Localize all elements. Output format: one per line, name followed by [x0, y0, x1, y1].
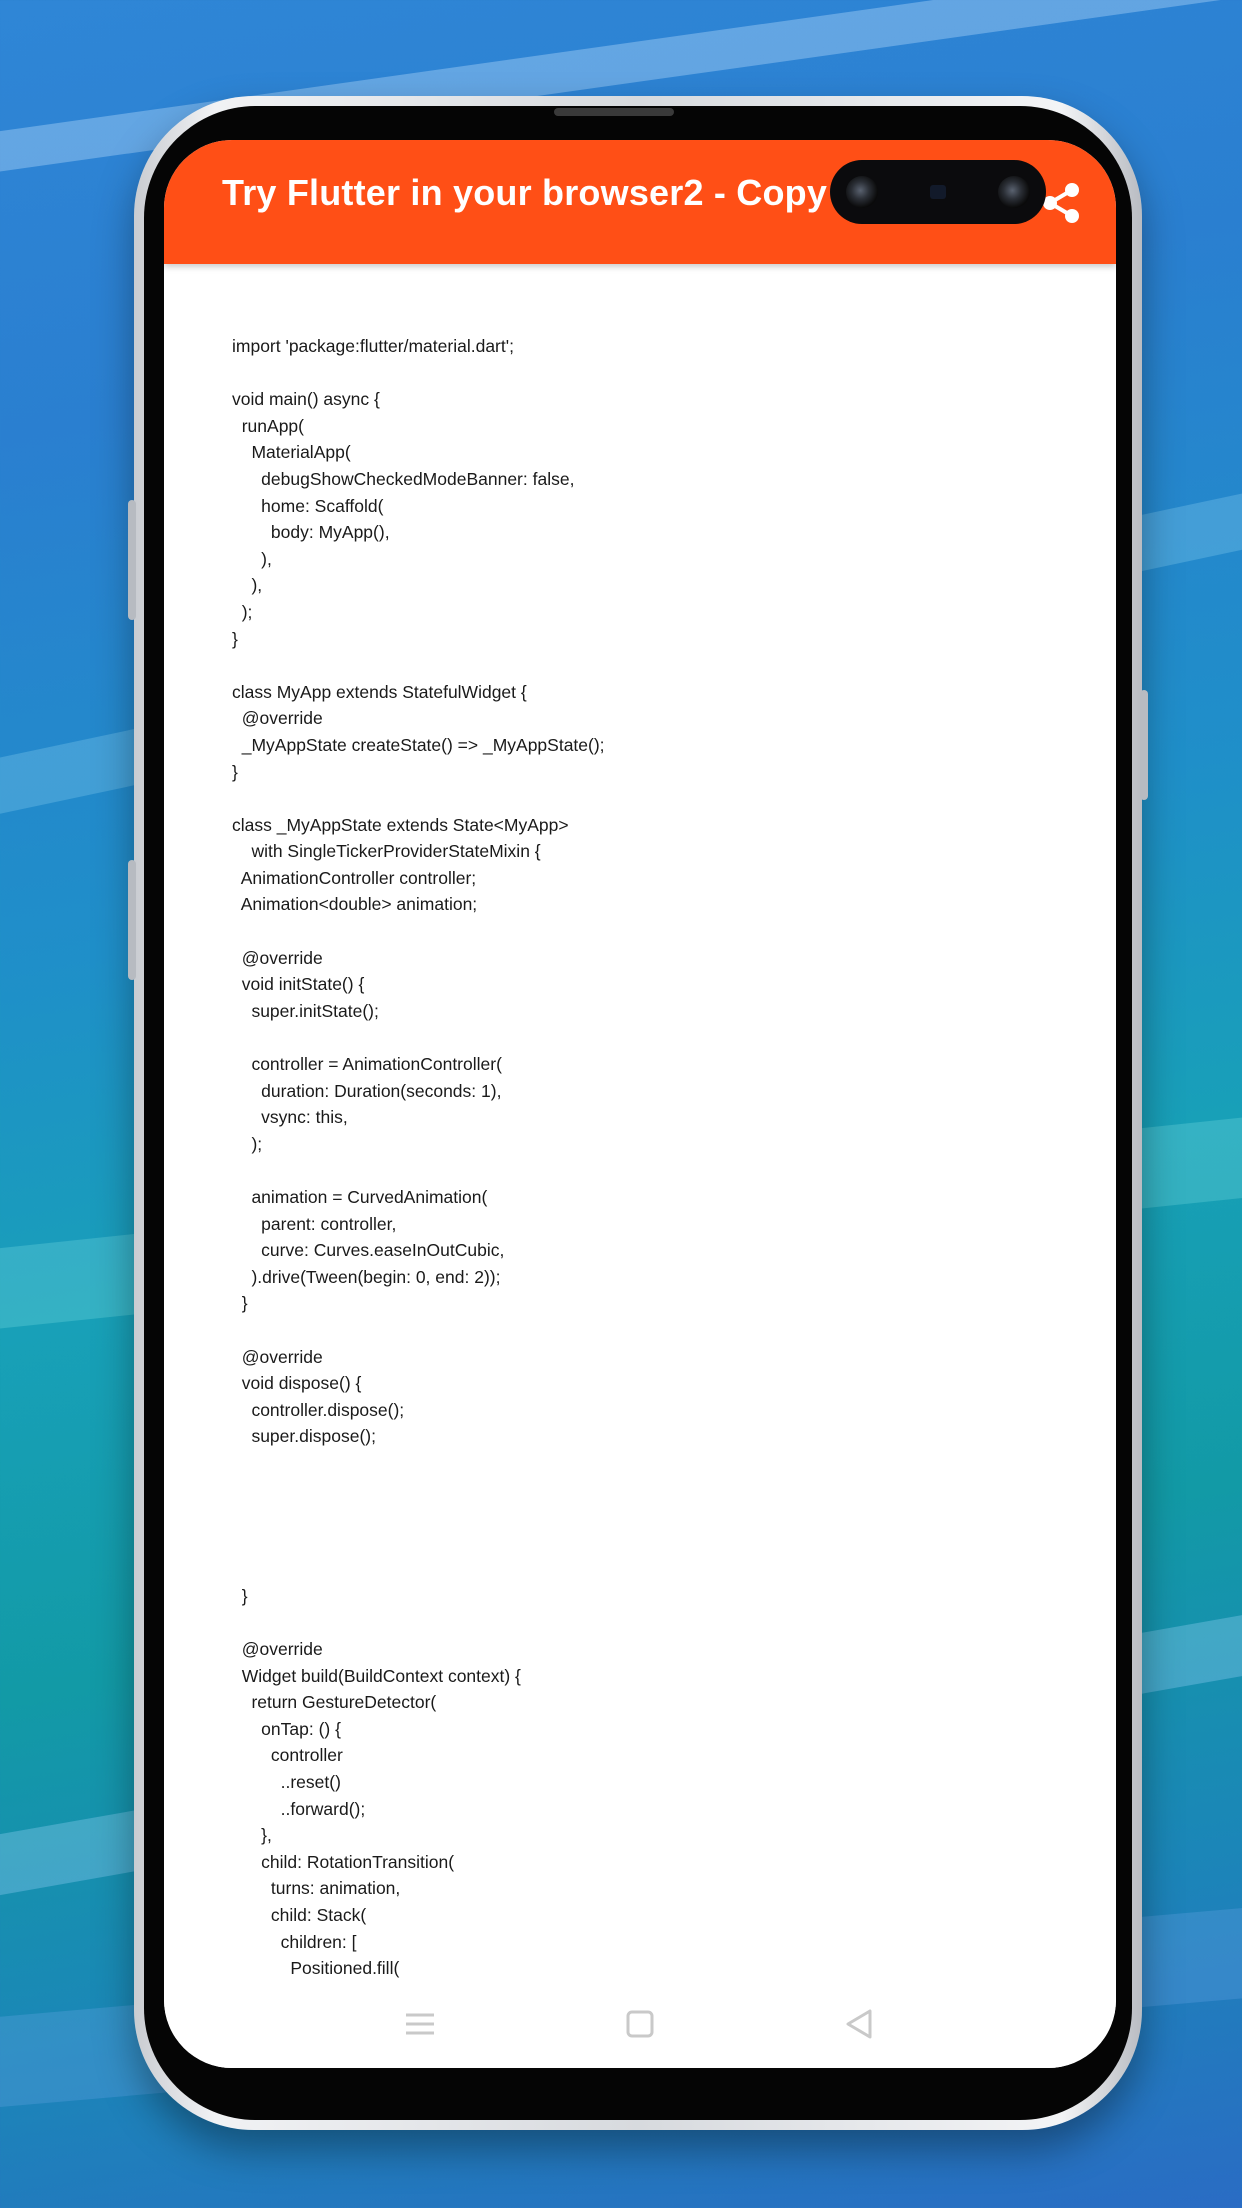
code-line: controller [232, 1745, 343, 1766]
code-line [232, 918, 1052, 945]
front-camera-lens [998, 176, 1030, 208]
code-line: super.initState(); [232, 1000, 379, 1021]
code-line: void initState() { [232, 974, 365, 995]
code-line [232, 1556, 1052, 1583]
back-triangle-icon[interactable] [840, 2004, 880, 2044]
phone-screen [164, 140, 1116, 2068]
code-line: MaterialApp( [232, 442, 351, 463]
code-line: _MyAppState createState() => _MyAppState(); [232, 734, 605, 755]
code-line: ..forward(); [232, 1798, 366, 1819]
front-camera-cutout [830, 160, 1046, 224]
code-line: ).drive(Tween(begin: 0, end: 2)); [232, 1266, 501, 1287]
code-line: ..reset() [232, 1772, 341, 1793]
code-line [232, 1450, 1052, 1477]
code-line: } [232, 1585, 248, 1606]
code-listing [232, 333, 1052, 1982]
code-line [232, 785, 1052, 812]
menu-icon[interactable] [400, 2004, 440, 2044]
code-line [232, 1503, 1052, 1530]
code-line: controller.dispose(); [232, 1399, 405, 1420]
code-line [232, 1317, 1052, 1344]
code-line: runApp( [232, 415, 304, 436]
code-line: curve: Curves.easeInOutCubic, [232, 1240, 505, 1261]
code-line: @override [232, 1346, 323, 1367]
code-line: onTap: () { [232, 1718, 341, 1739]
code-line: super.dispose(); [232, 1426, 376, 1447]
code-line [232, 1157, 1052, 1184]
code-line: } [232, 1293, 248, 1314]
code-line: AnimationController controller; [232, 867, 477, 888]
power-button [1140, 690, 1148, 800]
code-line: child: Stack( [232, 1905, 367, 1926]
code-line: turns: animation, [232, 1878, 401, 1899]
code-line: class _MyAppState extends State<MyApp> [232, 814, 569, 835]
code-line: } [232, 761, 238, 782]
code-line: duration: Duration(seconds: 1), [232, 1080, 502, 1101]
code-line: ), [232, 575, 263, 596]
code-line [232, 652, 1052, 679]
code-line: return GestureDetector( [232, 1692, 437, 1713]
code-line: body: MyApp(), [232, 522, 390, 543]
code-line: void dispose() { [232, 1373, 362, 1394]
code-line: ); [232, 1133, 263, 1154]
earpiece-speaker [554, 108, 674, 116]
code-line: ), [232, 548, 272, 569]
code-line: ); [232, 601, 253, 622]
code-line: Positioned.fill( [232, 1958, 400, 1979]
code-line: child: RotationTransition( [232, 1851, 455, 1872]
code-line: } [232, 628, 238, 649]
proximity-sensor [930, 185, 946, 199]
code-line: with SingleTickerProviderStateMixin { [232, 841, 541, 862]
home-square-icon[interactable] [620, 2004, 660, 2044]
code-line [232, 1477, 1052, 1504]
code-line: vsync: this, [232, 1107, 348, 1128]
code-line: import 'package:flutter/material.dart'; [232, 336, 514, 356]
system-nav-bar [164, 1982, 1116, 2068]
code-line: debugShowCheckedModeBanner: false, [232, 468, 575, 489]
code-line: }, [232, 1825, 272, 1846]
code-line [232, 1610, 1052, 1637]
code-line: children: [ [232, 1931, 357, 1952]
code-line: class MyApp extends StatefulWidget { [232, 681, 527, 702]
code-line: animation = CurvedAnimation( [232, 1187, 488, 1207]
front-camera-lens [846, 176, 878, 208]
code-line: void main() async { [232, 389, 380, 410]
code-line: Widget build(BuildContext context) { [232, 1665, 521, 1686]
code-line: @override [232, 1639, 323, 1660]
page-title: Try Flutter in your browser2 - Copy [222, 172, 828, 213]
code-line [232, 1024, 1052, 1051]
volume-button [128, 500, 136, 620]
code-line: Animation<double> animation; [232, 894, 478, 915]
code-line: parent: controller, [232, 1213, 397, 1234]
code-line: @override [232, 708, 323, 729]
code-line [232, 1530, 1052, 1557]
volume-button [128, 860, 136, 980]
code-line: controller = AnimationController( [232, 1054, 502, 1075]
code-line [232, 360, 1052, 387]
code-line: @override [232, 947, 323, 968]
code-line: home: Scaffold( [232, 495, 384, 516]
